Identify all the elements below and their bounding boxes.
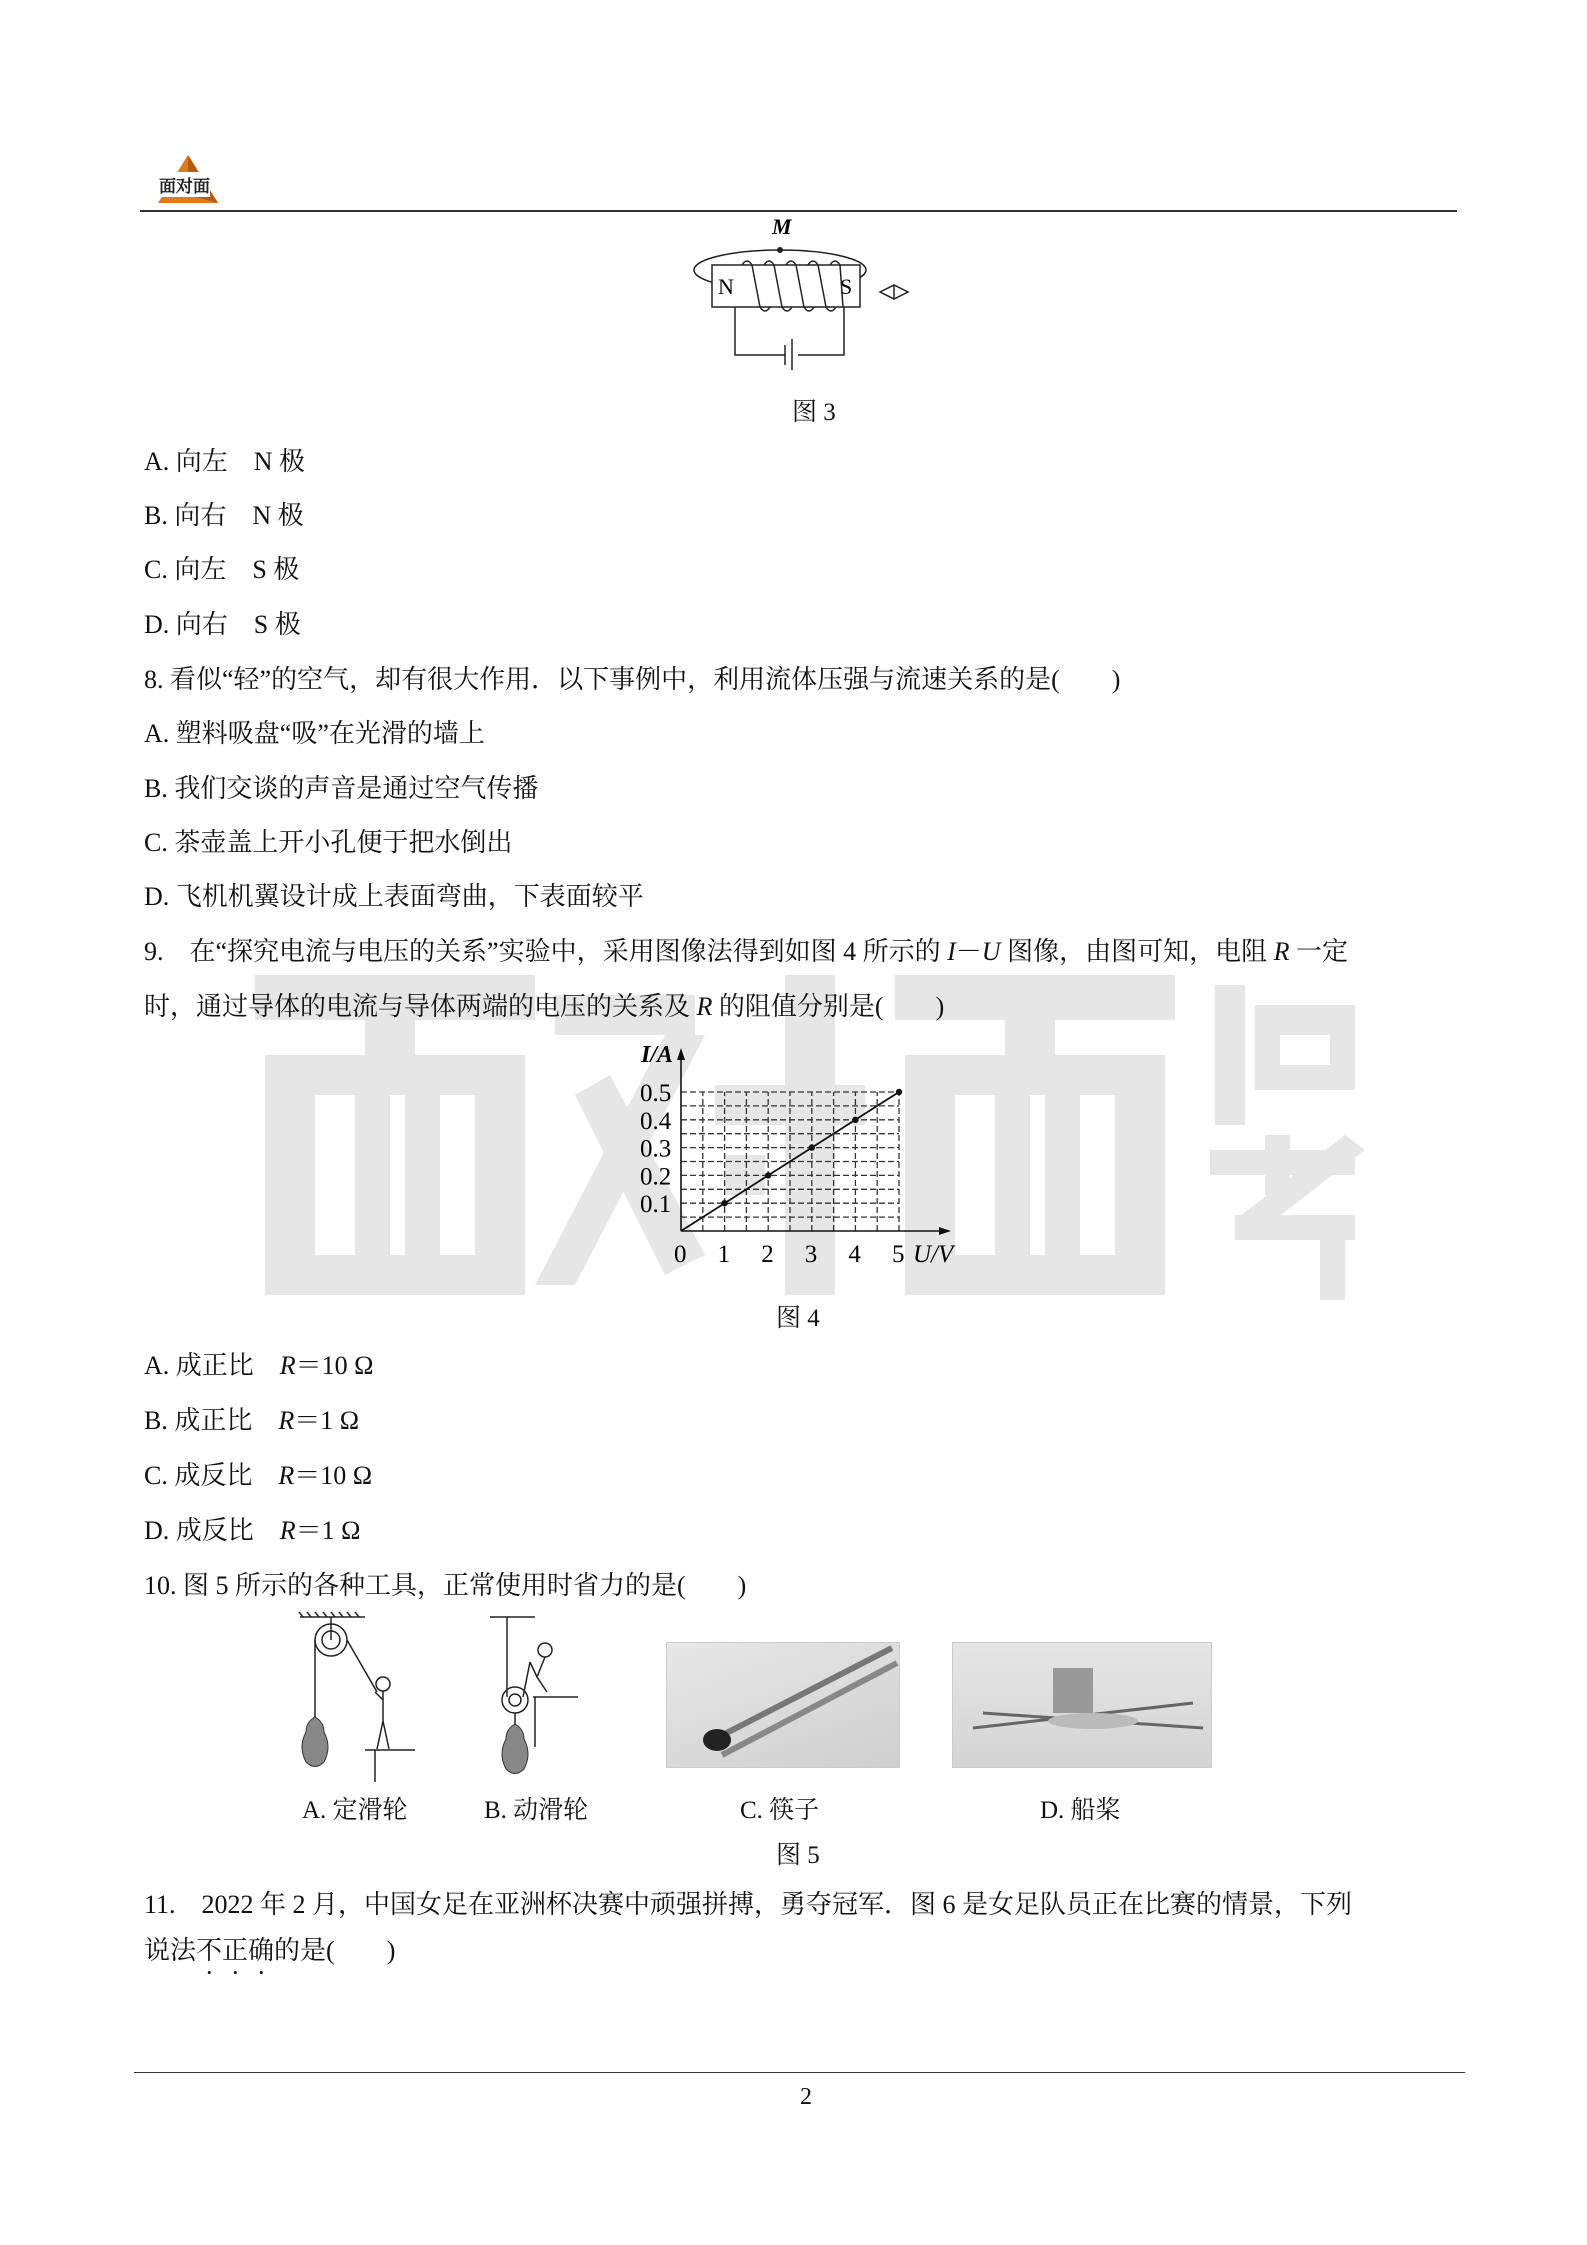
x-tick-label: 2 bbox=[761, 1241, 774, 1268]
figure-5-caption: 图 5 bbox=[776, 1842, 820, 1869]
page-number: 2 bbox=[800, 2084, 812, 2110]
q9-option-c bbox=[144, 1461, 372, 1491]
q11-text: 的是( ) bbox=[274, 1936, 396, 1965]
y-tick-label: 0.1 bbox=[640, 1191, 672, 1219]
fig3-label-m: M bbox=[772, 214, 792, 239]
q8-option-a: A. 塑料吸盘“吸”在光滑的墙上 bbox=[144, 719, 485, 748]
q9-var-r: R bbox=[1273, 937, 1290, 966]
var-r: R bbox=[278, 1406, 295, 1435]
q8-option-c: C. 茶壶盖上开小孔便于把水倒出 bbox=[144, 828, 513, 857]
y-tick-label: 0.2 bbox=[640, 1163, 672, 1191]
q8-stem: 8. 看似“轻”的空气，却有很大作用．以下事例中，利用流体压强与流速关系的是( ) bbox=[144, 665, 1121, 694]
option-value: ＝10 Ω bbox=[295, 1351, 374, 1380]
q7-option-a: A. 向左 N 极 bbox=[144, 447, 306, 476]
data-point bbox=[765, 1172, 771, 1178]
data-point bbox=[852, 1117, 858, 1123]
y-tick-label: 0.5 bbox=[640, 1080, 672, 1107]
q9-text: 9. 在“探究电流与电压的关系”实验中，采用图像法得到如图 4 所示的 bbox=[144, 937, 948, 966]
data-point bbox=[721, 1200, 727, 1206]
x-tick-label: 4 bbox=[848, 1241, 861, 1268]
q10-stem: 10. 图 5 所示的各种工具，正常使用时省力的是( ) bbox=[144, 1571, 747, 1600]
tool-label-b: B. 动滑轮 bbox=[484, 1797, 589, 1824]
q9-option-d bbox=[144, 1516, 361, 1546]
tool-label-c: C. 筷子 bbox=[740, 1797, 820, 1824]
figure-4-caption: 图 4 bbox=[776, 1305, 820, 1332]
q9-var-r: R bbox=[696, 992, 713, 1021]
fixed-pulley-figure bbox=[295, 1612, 425, 1782]
q7-option-b: B. 向右 N 极 bbox=[144, 501, 304, 530]
option-value: ＝1 Ω bbox=[294, 1406, 360, 1435]
x-tick-label: 1 bbox=[717, 1241, 731, 1268]
option-value: ＝1 Ω bbox=[295, 1516, 361, 1545]
var-r: R bbox=[279, 1351, 296, 1380]
q8-option-b: B. 我们交谈的声音是通过空气传播 bbox=[144, 774, 539, 803]
data-point bbox=[809, 1144, 815, 1150]
figure-3-caption: 图 3 bbox=[792, 399, 836, 426]
x-axis-arrow-icon bbox=[939, 1227, 951, 1235]
tool-label-d: D. 船桨 bbox=[1040, 1797, 1121, 1824]
q7-option-d: D. 向右 S 极 bbox=[144, 610, 301, 639]
q11-emphasis: 不正确 bbox=[196, 1936, 275, 1965]
q9-stem-line-1 bbox=[144, 937, 1348, 967]
q11-text: 说法 bbox=[144, 1936, 197, 1965]
q11-stem-line-1: 11. 2022 年 2 月，中国女足在亚洲杯决赛中顽强拼搏，勇夺冠军．图 6 是女足队员正在比赛的情景，下列 bbox=[144, 1890, 1353, 1919]
logo bbox=[156, 155, 220, 207]
movable-pulley-figure bbox=[485, 1612, 615, 1782]
var-r: R bbox=[278, 1461, 295, 1490]
q11-stem-line-2 bbox=[144, 1936, 395, 1980]
data-point bbox=[896, 1089, 902, 1095]
q9-option-b bbox=[144, 1406, 359, 1436]
y-axis-arrow-icon bbox=[677, 1048, 685, 1060]
q7-option-c: C. 向左 S 极 bbox=[144, 555, 300, 584]
q9-var-i: I bbox=[947, 937, 956, 966]
option-value: ＝10 Ω bbox=[294, 1461, 373, 1490]
q9-text: 一定 bbox=[1289, 937, 1348, 966]
option-label: D. 成反比 bbox=[144, 1516, 280, 1545]
x-tick-label: 3 bbox=[804, 1241, 818, 1268]
q9-text: － bbox=[955, 937, 982, 966]
y-tick-label: 0.4 bbox=[640, 1107, 672, 1135]
x-tick-label: 0 bbox=[674, 1241, 687, 1268]
y-tick-label: 0.3 bbox=[640, 1135, 672, 1163]
footer-divider bbox=[134, 2072, 1465, 2073]
y-axis-label: I/A bbox=[641, 1042, 674, 1068]
option-label: C. 成反比 bbox=[144, 1461, 279, 1490]
q9-text: 时，通过导体的电流与导体两端的电压的关系及 bbox=[144, 992, 697, 1021]
q9-text: 的阻值分别是( ) bbox=[712, 992, 945, 1021]
fig3-label-n: N bbox=[718, 274, 734, 299]
fig3-label-s: S bbox=[840, 274, 853, 299]
figure-4-iu-chart bbox=[600, 1040, 1000, 1280]
q9-text: 图像，由图可知，电阻 bbox=[1000, 937, 1274, 966]
q9-option-a bbox=[144, 1351, 374, 1381]
x-tick-label: 5 bbox=[892, 1241, 905, 1268]
rowing-paddle-photo bbox=[952, 1642, 1212, 1768]
chopsticks-photo bbox=[666, 1642, 900, 1768]
option-label: A. 成正比 bbox=[144, 1351, 280, 1380]
option-label: B. 成正比 bbox=[144, 1406, 279, 1435]
tool-label-a: A. 定滑轮 bbox=[302, 1797, 408, 1824]
q8-option-d: D. 飞机机翼设计成上表面弯曲，下表面较平 bbox=[144, 882, 644, 911]
logo-text: 面对面 bbox=[159, 172, 210, 197]
x-axis-label: U/V bbox=[913, 1241, 954, 1268]
figure-3-electromagnet bbox=[680, 210, 920, 380]
var-r: R bbox=[279, 1516, 296, 1545]
q9-stem-line-2 bbox=[144, 992, 944, 1022]
q9-var-u: U bbox=[981, 937, 1001, 966]
